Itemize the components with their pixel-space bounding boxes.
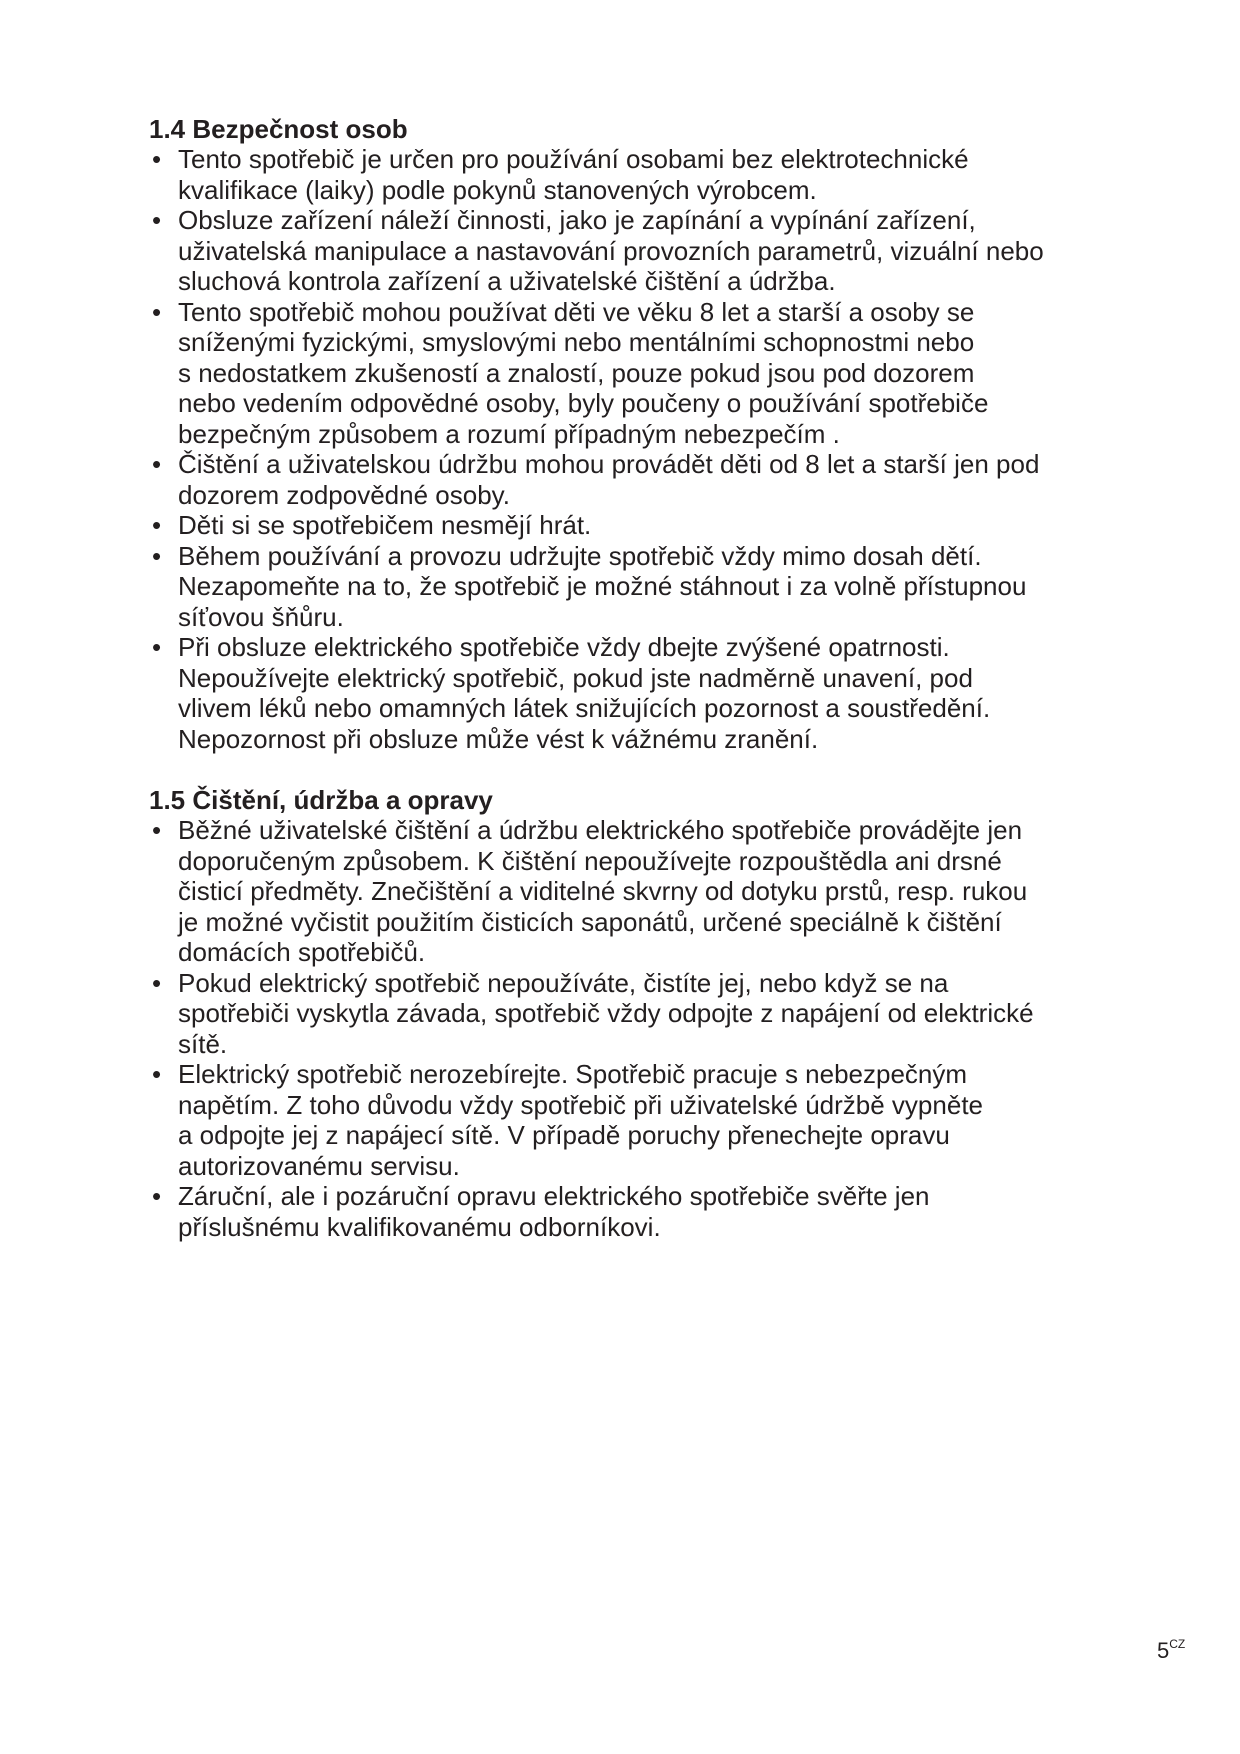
bullet-icon: • bbox=[152, 205, 162, 235]
bullet-icon: • bbox=[152, 510, 162, 540]
list-item bbox=[149, 1181, 1149, 1242]
list-item-line: Záruční, ale i pozáruční opravu elektrického spotřebiče svěřte jen bbox=[178, 1181, 930, 1211]
bullet-icon: • bbox=[152, 815, 162, 845]
list-item-line: příslušnému kvalifikovanému odborníkovi. bbox=[178, 1211, 661, 1242]
list-item-line: Děti si se spotřebičem nesmějí hrát. bbox=[178, 510, 592, 540]
list-item-line: s nedostatkem zkušeností a znalostí, pouze pokud jsou pod dozorem bbox=[178, 357, 975, 388]
list-item-line: sítě. bbox=[178, 1028, 228, 1059]
list-item-line: uživatelská manipulace a nastavování provozních parametrů, vizuální nebo bbox=[178, 235, 1044, 266]
list-item-line: Při obsluze elektrického spotřebiče vždy dbejte zvýšené opatrnosti. bbox=[178, 632, 950, 662]
list-item bbox=[149, 297, 1149, 450]
section-heading: 1.5 Čištění, údržba a opravy bbox=[149, 785, 493, 815]
list-item-line: spotřebiči vyskytla závada, spotřebič vždy odpojte z napájení od elektrické bbox=[178, 998, 1034, 1028]
page-number-value: 5 bbox=[1157, 1638, 1170, 1663]
list-item bbox=[149, 1059, 1149, 1181]
list-item-line: kvalifikace (laiky) podle pokynů stanovených výrobcem. bbox=[178, 174, 817, 205]
bullet-icon: • bbox=[152, 967, 162, 998]
bullet-icon: • bbox=[152, 296, 162, 327]
list-item-line: Obsluze zařízení náleží činnosti, jako je zapínání a vypínání zařízení, bbox=[178, 205, 976, 235]
list-item-line: autorizovanému servisu. bbox=[178, 1150, 460, 1181]
bullet-list bbox=[149, 815, 1149, 1242]
list-item bbox=[149, 205, 1149, 297]
bullet-icon: • bbox=[152, 1059, 162, 1089]
section-personal-safety bbox=[149, 114, 1149, 754]
section-cleaning-maintenance bbox=[149, 785, 1149, 1242]
list-item-line: bezpečným způsobem a rozumí případným nebezpečím . bbox=[178, 418, 840, 449]
language-code: CZ bbox=[1169, 1637, 1186, 1651]
list-item-line: čisticí předměty. Znečištění a viditelné skvrny od dotyku prstů, resp. rukou bbox=[178, 876, 1028, 906]
list-item-line: sníženými fyzickými, smyslovými nebo mentálními schopnostmi nebo bbox=[178, 327, 975, 357]
list-item-line: vlivem léků nebo omamných látek snižujících pozornost a soustředění. bbox=[178, 693, 991, 723]
list-item-line: je možné vyčistit použitím čisticích saponátů, určené speciálně k čištění bbox=[178, 906, 1002, 937]
list-item bbox=[149, 510, 1149, 541]
list-item-line: dozorem zodpovědné osoby. bbox=[178, 479, 510, 510]
list-item-line: a odpojte jej z napájecí sítě. V případě poruchy přenechejte opravu bbox=[178, 1120, 950, 1150]
list-item-line: domácích spotřebičů. bbox=[178, 937, 426, 967]
bullet-icon: • bbox=[152, 144, 162, 174]
list-item-line: sluchová kontrola zařízení a uživatelské čištění a údržba. bbox=[178, 266, 836, 296]
list-item-line: Pokud elektrický spotřebič nepoužíváte, čistíte jej, nebo když se na bbox=[178, 967, 949, 998]
bullet-list bbox=[149, 144, 1149, 754]
list-item-line: Nezapomeňte na to, že spotřebič je možné stáhnout i za volně přístupnou bbox=[178, 571, 1027, 601]
page-number bbox=[1157, 1631, 1185, 1664]
list-item-line: Tento spotřebič je určen pro používání osobami bez elektrotechnické bbox=[178, 144, 969, 174]
list-item-line: Čištění a uživatelskou údržbu mohou provádět děti od 8 let a starší jen pod bbox=[178, 449, 1040, 479]
list-item bbox=[149, 815, 1149, 968]
list-item-line: doporučeným způsobem. K čištění nepoužívejte rozpouštědla ani drsné bbox=[178, 845, 1002, 876]
list-item-line: nebo vedením odpovědné osoby, byly poučeny o používání spotřebiče bbox=[178, 388, 989, 418]
bullet-icon: • bbox=[152, 1181, 162, 1211]
list-item-line: Nepozornost při obsluze může vést k vážnému zranění. bbox=[178, 723, 819, 754]
list-item bbox=[149, 144, 1149, 205]
list-item bbox=[149, 968, 1149, 1060]
section-spacer bbox=[149, 754, 1149, 785]
list-item bbox=[149, 541, 1149, 633]
list-item-line: Tento spotřebič mohou používat děti ve věku 8 let a starší a osoby se bbox=[178, 296, 975, 327]
bullet-icon: • bbox=[152, 632, 162, 662]
list-item-line: síťovou šňůru. bbox=[178, 601, 344, 632]
list-item bbox=[149, 632, 1149, 754]
list-item-line: Běžné uživatelské čištění a údržbu elektrického spotřebiče provádějte jen bbox=[178, 815, 1023, 845]
bullet-icon: • bbox=[152, 449, 162, 479]
list-item-line: Během používání a provozu udržujte spotřebič vždy mimo dosah dětí. bbox=[178, 540, 982, 571]
document-content bbox=[149, 114, 1149, 1242]
list-item bbox=[149, 449, 1149, 510]
bullet-icon: • bbox=[152, 540, 162, 571]
list-item-line: Elektrický spotřebič nerozebírejte. Spotřebič pracuje s nebezpečným bbox=[178, 1059, 968, 1089]
section-heading: 1.4 Bezpečnost osob bbox=[149, 114, 408, 144]
list-item-line: napětím. Z toho důvodu vždy spotřebič při uživatelské údržbě vypněte bbox=[178, 1089, 983, 1120]
list-item-line: Nepoužívejte elektrický spotřebič, pokud jste nadměrně unavení, pod bbox=[178, 662, 973, 693]
